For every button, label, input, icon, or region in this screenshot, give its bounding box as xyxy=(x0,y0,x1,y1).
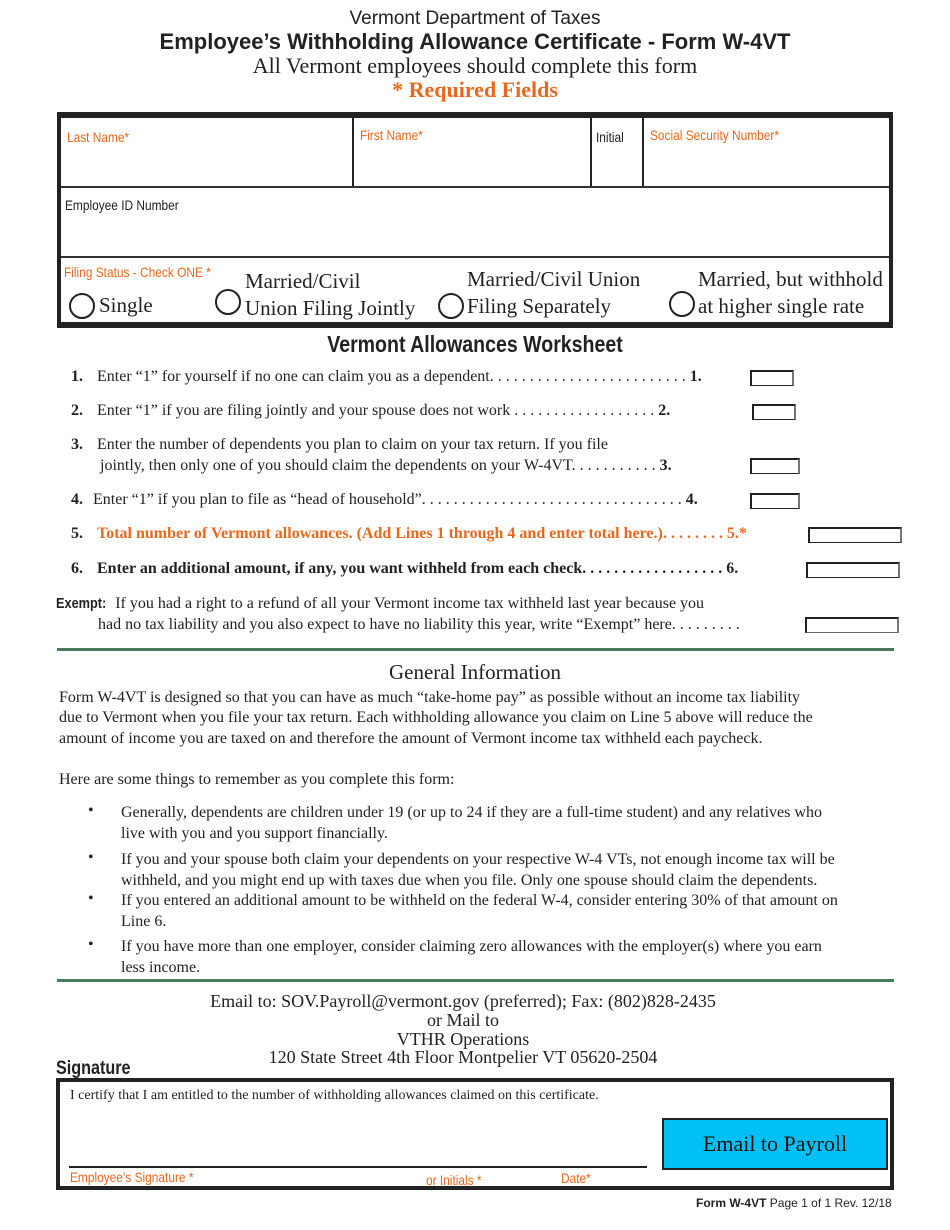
footer-page: Page 1 of 1 xyxy=(769,1196,832,1210)
footer-form-id: Form W-4VT xyxy=(696,1196,767,1210)
divider xyxy=(61,186,889,188)
line-ref: 2. xyxy=(658,402,671,419)
employee-signature-label: Employee’s Signature * xyxy=(70,1169,194,1185)
contact-org: VTHR Operations xyxy=(396,1029,530,1049)
general-info-title: General Information xyxy=(388,660,561,684)
line-ref: 5.* xyxy=(726,525,747,542)
bullet-icon: • xyxy=(88,936,94,953)
exempt-line-cont xyxy=(98,616,740,634)
line-5-input[interactable] xyxy=(808,527,902,543)
exempt-line xyxy=(56,595,704,613)
line-3-input[interactable] xyxy=(750,458,800,474)
signature-input[interactable] xyxy=(70,1132,645,1164)
section-divider xyxy=(57,979,894,982)
initials-label: or Initials * xyxy=(426,1172,482,1188)
first-name-input[interactable] xyxy=(357,150,587,182)
divider xyxy=(352,118,354,186)
email-to-payroll-button[interactable]: Email to Payroll xyxy=(662,1118,888,1170)
worksheet-line-3-cont xyxy=(100,457,672,475)
signature-line xyxy=(69,1166,647,1168)
required-fields-note: * Required Fields xyxy=(392,77,558,102)
exempt-label: Exempt: xyxy=(56,595,107,612)
worksheet-line-5 xyxy=(71,525,747,543)
contact-email-fax: Email to: SOV.Payroll@vermont.gov (preferred); Fax: (802)828-2435 xyxy=(210,991,716,1011)
filing-status-option-label: Married, but withhold xyxy=(698,267,883,291)
line-text: Enter the number of dependents you plan to claim on your tax return. If you file xyxy=(97,436,608,453)
general-info-para: due to Vermont when you file your tax return. Each withholding allowance you claim on Line 5 above will reduce the xyxy=(59,709,813,726)
initial-label: Initial xyxy=(596,129,624,145)
line-1-input[interactable] xyxy=(750,370,794,386)
form-title: Employee’s Withholding Allowance Certificate - Form W-4VT xyxy=(159,29,791,54)
general-info-para: Form W-4VT is designed so that you can have as much “take-home pay” as possible without an income tax liability xyxy=(59,689,801,706)
section-divider xyxy=(57,648,894,651)
filing-status-label: Filing Status - Check ONE * xyxy=(64,264,211,280)
filing-status-radio-higher-single-rate[interactable] xyxy=(669,291,695,317)
last-name-input[interactable] xyxy=(65,150,349,182)
line-ref: 4. xyxy=(685,491,698,508)
exempt-input[interactable] xyxy=(805,617,899,633)
line-text: Enter “1” for yourself if no one can claim you as a dependent. . . . . . . . . . . . . . . . . . . . . . . . . xyxy=(97,368,686,385)
filing-status-radio-single[interactable] xyxy=(69,293,95,319)
line-text: Total number of Vermont allowances. (Add Lines 1 through 4 and enter total here.). . . . . . . . xyxy=(97,525,723,542)
employee-id-label: Employee ID Number xyxy=(65,197,179,213)
line-ref: 1. xyxy=(689,368,702,385)
worksheet-line-1 xyxy=(71,368,702,386)
line-text: Enter an additional amount, if any, you want withheld from each check. . . . . . . . . . . . . . . . . . xyxy=(97,560,723,577)
line-number: 6. xyxy=(71,560,83,577)
bullet-item: If you and your spouse both claim your dependents on your respective W-4 VTs, not enough income tax will be withheld, and you might end up with taxes due when you file. Only one spouse should claim the dependents. xyxy=(121,851,835,889)
divider xyxy=(590,118,592,186)
ssn-label: Social Security Number* xyxy=(650,127,779,143)
filing-status-option-label: at higher single rate xyxy=(698,294,865,318)
ssn-input[interactable] xyxy=(647,150,887,182)
bullet-item: If you entered an additional amount to be withheld on the federal W-4, consider entering 30% of that amount on Line 6. xyxy=(121,892,838,930)
signature-title: Signature xyxy=(56,1058,131,1079)
form-subtitle: All Vermont employees should complete this form xyxy=(252,53,698,78)
footer-revision: Rev. 12/18 xyxy=(834,1196,892,1210)
worksheet-title: Vermont Allowances Worksheet xyxy=(327,331,623,357)
employee-id-input[interactable] xyxy=(65,218,885,252)
certification-text: I certify that I am entitled to the number of withholding allowances claimed on this certificate. xyxy=(70,1088,599,1103)
general-info-intro: Here are some things to remember as you complete this form: xyxy=(59,771,455,788)
general-info-para: amount of income you are taxed on and therefore the amount of Vermont income tax withheld each paycheck. xyxy=(59,730,763,747)
department-name: Vermont Department of Taxes xyxy=(349,8,601,29)
line-number: 2. xyxy=(71,402,83,419)
initial-input[interactable] xyxy=(595,150,639,182)
bullet-icon: • xyxy=(88,890,94,907)
bullet-icon: • xyxy=(88,849,94,866)
worksheet-line-4 xyxy=(71,491,698,509)
date-label: Date* xyxy=(561,1170,591,1186)
first-name-label: First Name* xyxy=(360,127,423,143)
line-text: Enter “1” if you plan to file as “head of household”. . . . . . . . . . . . . . . . . . . . . . . . . . . . . . . . . xyxy=(93,491,682,508)
bullet-item: If you have more than one employer, consider claiming zero allowances with the employer(s) where you earn less income. xyxy=(121,938,822,976)
line-text: Enter “1” if you are filing jointly and your spouse does not work . . . . . . . . . . . . . . . . . . xyxy=(97,402,655,419)
filing-status-option-label: Married/Civil Union xyxy=(467,267,641,291)
filing-status-option-label: Filing Separately xyxy=(467,294,612,318)
worksheet-line-3 xyxy=(71,436,608,454)
line-number: 3. xyxy=(71,436,83,453)
worksheet-line-6 xyxy=(71,560,738,578)
filing-status-radio-married-jointly[interactable] xyxy=(215,289,241,315)
line-number: 1. xyxy=(71,368,83,385)
line-4-input[interactable] xyxy=(750,493,800,509)
filing-status-option-label: Married/Civil xyxy=(245,269,361,293)
line-6-input[interactable] xyxy=(806,562,900,578)
contact-or-mail: or Mail to xyxy=(427,1010,499,1030)
divider xyxy=(61,256,889,258)
exempt-text: had no tax liability and you also expect to have no liability this year, write “Exempt” here. . . . . . . . . xyxy=(98,616,740,633)
contact-address: 120 State Street 4th Floor Montpelier VT 05620-2504 xyxy=(268,1047,658,1067)
filing-status-option-label: Single xyxy=(99,293,153,317)
bullet-icon: • xyxy=(88,802,94,819)
divider xyxy=(642,118,644,186)
line-ref: 6. xyxy=(726,560,739,577)
last-name-label: Last Name* xyxy=(67,129,130,145)
line-number: 5. xyxy=(71,525,83,542)
line-ref: 3. xyxy=(659,457,672,474)
exempt-text: If you had a right to a refund of all your Vermont income tax withheld last year because you xyxy=(115,595,705,612)
filing-status-option-label: Union Filing Jointly xyxy=(245,296,416,320)
bullet-item: Generally, dependents are children under 19 (or up to 24 if they are a full-time student) and any relatives who live with you and you support financially. xyxy=(121,804,822,842)
form-footer xyxy=(696,1196,892,1210)
employee-info-box xyxy=(57,112,893,328)
line-number: 4. xyxy=(71,491,83,508)
line-2-input[interactable] xyxy=(752,404,796,420)
filing-status-radio-married-separately[interactable] xyxy=(438,293,464,319)
line-text: jointly, then only one of you should claim the dependents on your W-4VT. . . . . . . . . . . xyxy=(100,457,656,474)
worksheet-line-2 xyxy=(71,402,670,420)
